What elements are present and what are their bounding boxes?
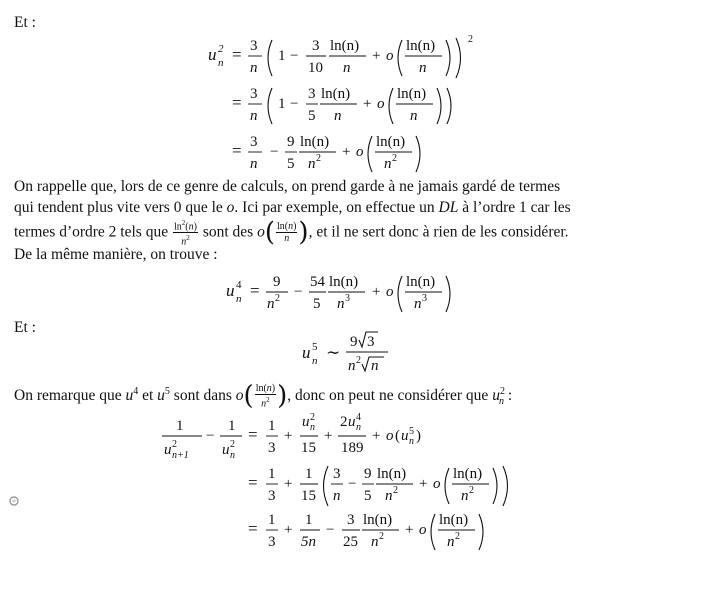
svg-text:−: − [270, 144, 279, 160]
margin-marker-icon [9, 496, 19, 506]
text-et-2: Et : [14, 319, 36, 336]
svg-text:15: 15 [301, 488, 316, 504]
svg-text:+: + [284, 522, 293, 538]
svg-text:+: + [405, 522, 414, 538]
svg-text:2: 2 [356, 355, 361, 366]
svg-text:2: 2 [310, 412, 315, 423]
svg-text:189: 189 [341, 440, 364, 456]
svg-text:o: o [386, 284, 394, 300]
svg-text:15: 15 [301, 440, 316, 456]
svg-text:2: 2 [469, 485, 474, 496]
svg-text:n: n [419, 60, 427, 76]
svg-text:n: n [333, 488, 341, 504]
svg-text:+: + [324, 428, 333, 444]
svg-text:3: 3 [308, 86, 316, 102]
svg-text:n: n [250, 156, 258, 172]
svg-text:ln(n): ln(n) [363, 512, 393, 528]
svg-text:=: = [248, 425, 258, 444]
svg-text:u: u [164, 442, 172, 458]
paragraph-rappel-line-2: qui tendent plus vite vers 0 que le o. Ici par exemple, on effectue un DL à l’ordre 1 car les [14, 199, 571, 216]
svg-text:2: 2 [455, 531, 460, 542]
inline-fraction-ln2n-n2: $\frac{\ln^2(n)}{n^2}$ [173, 219, 197, 248]
svg-text:+: + [342, 144, 351, 160]
svg-text:ln(n): ln(n) [406, 38, 436, 54]
svg-text:1: 1 [305, 512, 313, 528]
svg-text:−: − [290, 48, 299, 64]
svg-text:4: 4 [356, 412, 361, 423]
svg-text:9: 9 [364, 466, 372, 482]
svg-text:2: 2 [218, 43, 224, 55]
paragraph-rappel-line-3: termes d’ordre 2 tels que $\frac{\ln^2(n)}{n^2}$ sont des o( $\frac{\ln(n)}{n}$ ), et il ne sert donc à rien de les considérer. [14, 217, 569, 248]
svg-text:1: 1 [268, 512, 276, 528]
svg-text:5: 5 [287, 156, 295, 172]
inline-fraction-lnn-n2: $\frac{\ln(n)}{n^2}$ [255, 383, 276, 410]
svg-text:3: 3 [345, 293, 350, 304]
svg-text:n+1: n+1 [172, 450, 189, 461]
svg-text:n: n [461, 488, 469, 504]
svg-text:ln(n): ln(n) [321, 86, 351, 102]
svg-text:1: 1 [176, 418, 184, 434]
svg-text:−: − [348, 476, 357, 492]
svg-text:n: n [410, 108, 418, 124]
svg-text:(: ( [395, 428, 400, 444]
svg-text:u: u [302, 414, 310, 430]
equation-u4 [222, 266, 472, 316]
svg-text:∼: ∼ [326, 343, 341, 362]
text-et-1: Et : [14, 14, 36, 31]
equation-u2-expansion [200, 30, 500, 175]
svg-text:5n: 5n [301, 534, 316, 550]
svg-text:3: 3 [312, 38, 320, 54]
svg-text:1: 1 [268, 466, 276, 482]
svg-text:2: 2 [316, 153, 321, 164]
svg-text:3: 3 [333, 466, 341, 482]
svg-text:o: o [386, 48, 394, 64]
svg-text:+: + [372, 428, 381, 444]
svg-text:2: 2 [340, 414, 348, 430]
svg-text:54: 54 [310, 274, 325, 290]
svg-text:u: u [226, 281, 235, 300]
svg-text:2: 2 [393, 485, 398, 496]
svg-text:n: n [236, 293, 242, 305]
svg-text:n: n [384, 156, 392, 172]
paragraph-rappel-line-1: On rappelle que, lors de ce genre de calculs, on prend garde à ne jamais gardé de termes [14, 178, 561, 195]
svg-text:n: n [343, 60, 351, 76]
svg-text:2: 2 [392, 153, 397, 164]
svg-text:+: + [372, 48, 381, 64]
svg-text:−: − [294, 284, 303, 300]
equation-u5 [298, 330, 408, 378]
svg-text:o: o [377, 96, 385, 112]
svg-text:5: 5 [312, 341, 318, 353]
svg-text:2: 2 [468, 34, 473, 45]
svg-text:n: n [337, 296, 345, 312]
svg-text:): ) [416, 428, 421, 444]
svg-text:n: n [230, 450, 235, 461]
svg-text:n: n [250, 108, 258, 124]
svg-text:=: = [248, 519, 258, 538]
svg-text:ln(n): ln(n) [376, 134, 406, 150]
svg-text:ln(n): ln(n) [330, 38, 360, 54]
u-symbol: u [208, 45, 217, 64]
equation-difference-inverses [160, 410, 540, 560]
svg-text:−: − [290, 96, 299, 112]
svg-text:+: + [419, 476, 428, 492]
svg-text:3: 3 [347, 512, 355, 528]
svg-text:1: 1 [228, 418, 236, 434]
svg-text:9: 9 [287, 134, 295, 150]
svg-text:ln(n): ln(n) [300, 134, 330, 150]
svg-text:ln(n): ln(n) [453, 466, 483, 482]
svg-text:+: + [284, 476, 293, 492]
svg-text:5: 5 [364, 488, 372, 504]
svg-text:1: 1 [268, 418, 276, 434]
paragraph-remarque: On remarque que $u^4$ et $u^5$ sont dans o( $\frac{\ln(n)}{n^2}$ ), donc on peut ne considérer que $u^2_n$ : [14, 381, 513, 412]
svg-text:3: 3 [422, 293, 427, 304]
svg-text:=: = [232, 93, 242, 112]
svg-text:1: 1 [305, 466, 313, 482]
svg-text:3: 3 [250, 134, 258, 150]
svg-text:ln(n): ln(n) [329, 274, 359, 290]
svg-text:n: n [218, 57, 224, 69]
svg-text:2: 2 [230, 439, 235, 450]
svg-text:n: n [348, 358, 356, 374]
svg-text:n: n [310, 422, 315, 433]
svg-text:10: 10 [308, 60, 323, 76]
svg-text:n: n [409, 436, 414, 447]
svg-text:3: 3 [268, 440, 276, 456]
svg-text:3: 3 [268, 488, 276, 504]
svg-text:=: = [232, 141, 242, 160]
svg-text:n: n [250, 60, 258, 76]
svg-text:3: 3 [367, 334, 375, 350]
svg-text:n: n [371, 358, 379, 374]
svg-text:o: o [386, 428, 394, 444]
svg-text:ln(n): ln(n) [406, 274, 436, 290]
svg-text:n: n [371, 534, 379, 550]
svg-text:ln(n): ln(n) [439, 512, 469, 528]
svg-text:n: n [447, 534, 455, 550]
inline-fraction-lnn-n: $\frac{\ln(n)}{n}$ [276, 221, 297, 245]
svg-text:u: u [222, 442, 230, 458]
svg-text:1: 1 [278, 96, 286, 112]
svg-text:9: 9 [273, 274, 281, 290]
svg-text:ln(n): ln(n) [397, 86, 427, 102]
svg-text:+: + [372, 284, 381, 300]
svg-text:n: n [334, 108, 342, 124]
svg-text:n: n [308, 156, 316, 172]
svg-text:25: 25 [343, 534, 358, 550]
svg-text:o: o [419, 522, 427, 538]
svg-text:u: u [401, 428, 409, 444]
svg-text:2: 2 [275, 293, 280, 304]
svg-text:u: u [348, 414, 356, 430]
svg-text:2: 2 [172, 439, 177, 450]
svg-text:=: = [250, 281, 260, 300]
svg-text:3: 3 [250, 38, 258, 54]
svg-text:=: = [232, 45, 242, 64]
svg-text:3: 3 [268, 534, 276, 550]
svg-text:5: 5 [409, 426, 414, 437]
paragraph-rappel-line-4: De la même manière, on trouve : [14, 246, 218, 263]
svg-text:5: 5 [313, 296, 321, 312]
svg-text:u: u [302, 343, 311, 362]
svg-text:ln(n): ln(n) [377, 466, 407, 482]
svg-text:o: o [356, 144, 364, 160]
svg-text:4: 4 [236, 279, 242, 291]
svg-text:=: = [248, 473, 258, 492]
svg-text:5: 5 [308, 108, 316, 124]
svg-text:9: 9 [350, 334, 358, 350]
svg-text:−: − [326, 522, 335, 538]
svg-text:−: − [206, 428, 215, 444]
svg-text:n: n [312, 355, 318, 367]
svg-text:2: 2 [379, 531, 384, 542]
svg-text:n: n [267, 296, 275, 312]
svg-text:3: 3 [250, 86, 258, 102]
svg-text:+: + [363, 96, 372, 112]
svg-text:o: o [433, 476, 441, 492]
svg-text:1: 1 [278, 48, 286, 64]
svg-text:n: n [356, 422, 361, 433]
svg-text:n: n [385, 488, 393, 504]
svg-text:+: + [284, 428, 293, 444]
svg-text:n: n [414, 296, 422, 312]
